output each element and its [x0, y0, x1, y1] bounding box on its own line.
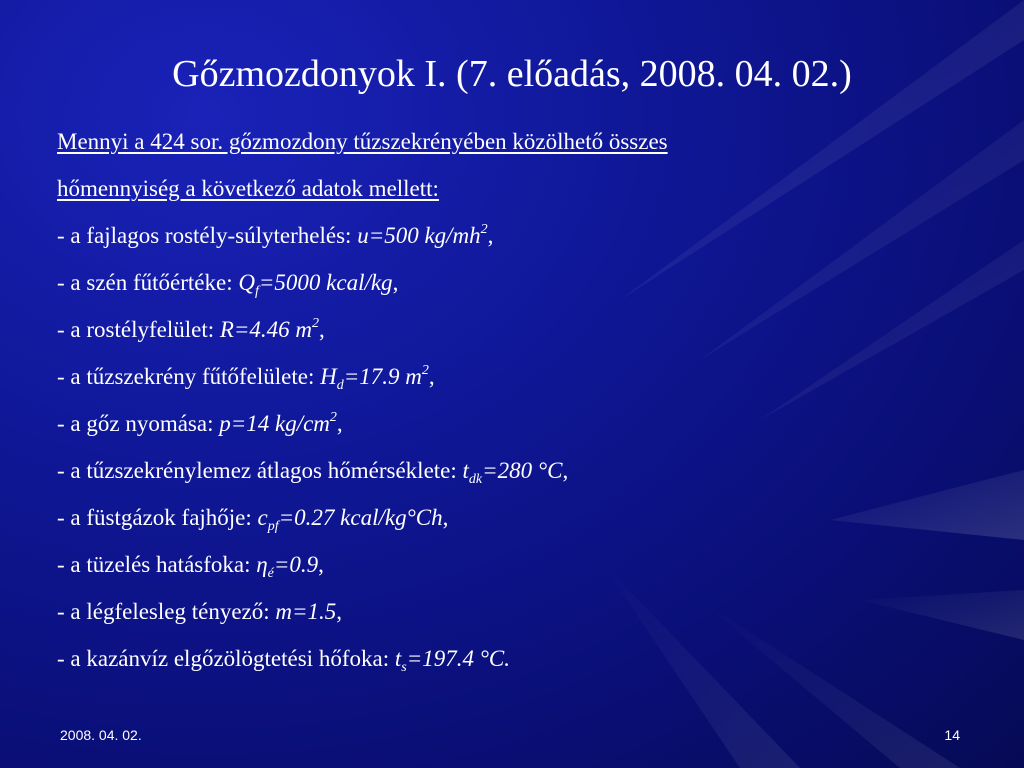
parameter-label: - a kazánvíz elgőzölögtetési hőfoka:: [57, 646, 395, 671]
intro-line-2: hőmennyiség a következő adatok mellett:: [57, 176, 439, 201]
parameter-item: [57, 217, 1007, 264]
parameter-formula-value: =0.9: [273, 552, 319, 577]
parameter-punctuation: ,: [487, 223, 494, 248]
footer-page-number: 14: [944, 727, 960, 743]
parameter-punctuation: ,: [336, 599, 343, 624]
parameter-formula-value: =197.4 °C.: [406, 646, 510, 671]
parameter-formula-value: =280 °C: [482, 458, 563, 483]
formula-subscript: dk: [468, 472, 483, 487]
parameter-punctuation: ,: [319, 317, 325, 342]
parameter-formula-value: =0.27 kcal/kg°Ch: [278, 505, 443, 530]
formula-subscript: f: [254, 284, 259, 299]
parameter-list: [57, 217, 1007, 687]
parameter-formula: c: [257, 505, 268, 530]
parameter-label: - a tűzszekrénylemez átlagos hőmérséklete:: [57, 458, 463, 483]
parameter-item: [57, 499, 1007, 546]
parameter-formula: p=14 kg/cm: [219, 411, 330, 436]
parameter-item: [57, 593, 1007, 640]
parameter-label: - a gőz nyomása:: [57, 411, 220, 436]
formula-subscript: s: [401, 660, 407, 675]
parameter-formula: u=500 kg/m: [357, 223, 470, 248]
parameter-item: [57, 358, 1007, 405]
parameter-formula: Q: [238, 270, 255, 295]
parameter-label: - a rostélyfelület:: [57, 317, 220, 342]
footer-date: 2008. 04. 02.: [60, 727, 142, 743]
parameter-formula-value: =17.9 m: [343, 364, 422, 389]
parameter-label: - a szén fűtőértéke:: [57, 270, 239, 295]
parameter-item: [57, 405, 1007, 452]
parameter-label: - a füstgázok fajhője:: [57, 505, 258, 530]
parameter-formula-value: h: [469, 223, 481, 248]
formula-subscript: d: [336, 378, 344, 393]
parameter-punctuation: ,: [428, 364, 435, 389]
parameter-formula: η: [256, 552, 268, 577]
parameter-item: [57, 311, 1007, 358]
parameter-formula: t: [462, 458, 469, 483]
formula-superscript: 2: [421, 363, 429, 378]
parameter-punctuation: ,: [336, 411, 343, 436]
parameter-formula: m=1.5: [275, 599, 337, 624]
parameter-formula: H: [320, 364, 337, 389]
formula-subscript: é: [267, 566, 274, 581]
parameter-formula-value: =5000 kcal/kg: [258, 270, 393, 295]
parameter-formula: t: [394, 646, 402, 671]
formula-superscript: 2: [329, 410, 337, 425]
parameter-item: [57, 640, 1007, 687]
parameter-label: - a légfelesleg tényező:: [57, 599, 276, 624]
parameter-label: - a fajlagos rostély-súlyterhelés:: [57, 223, 358, 248]
formula-subscript: pf: [267, 519, 279, 534]
intro-line-1: Mennyi a 424 sor. gőzmozdony tűzszekrényében közölhető összes: [57, 129, 668, 154]
parameter-label: - a tűzszekrény fűtőfelülete:: [57, 364, 321, 389]
parameter-label: - a tüzelés hatásfoka:: [57, 552, 257, 577]
parameter-punctuation: ,: [562, 458, 569, 483]
parameter-item: [57, 546, 1007, 593]
slide-title: Gőzmozdonyok I. (7. előadás, 2008. 04. 02.): [172, 53, 852, 95]
parameter-formula: R=4.46 m: [219, 317, 313, 342]
parameter-item: [57, 264, 1007, 311]
parameter-punctuation: ,: [442, 505, 449, 530]
formula-superscript: 2: [312, 316, 320, 331]
parameter-punctuation: ,: [318, 552, 324, 577]
parameter-item: [57, 452, 1007, 499]
formula-superscript: 2: [480, 222, 488, 237]
parameter-punctuation: ,: [392, 270, 399, 295]
slide-body: [57, 123, 1007, 687]
